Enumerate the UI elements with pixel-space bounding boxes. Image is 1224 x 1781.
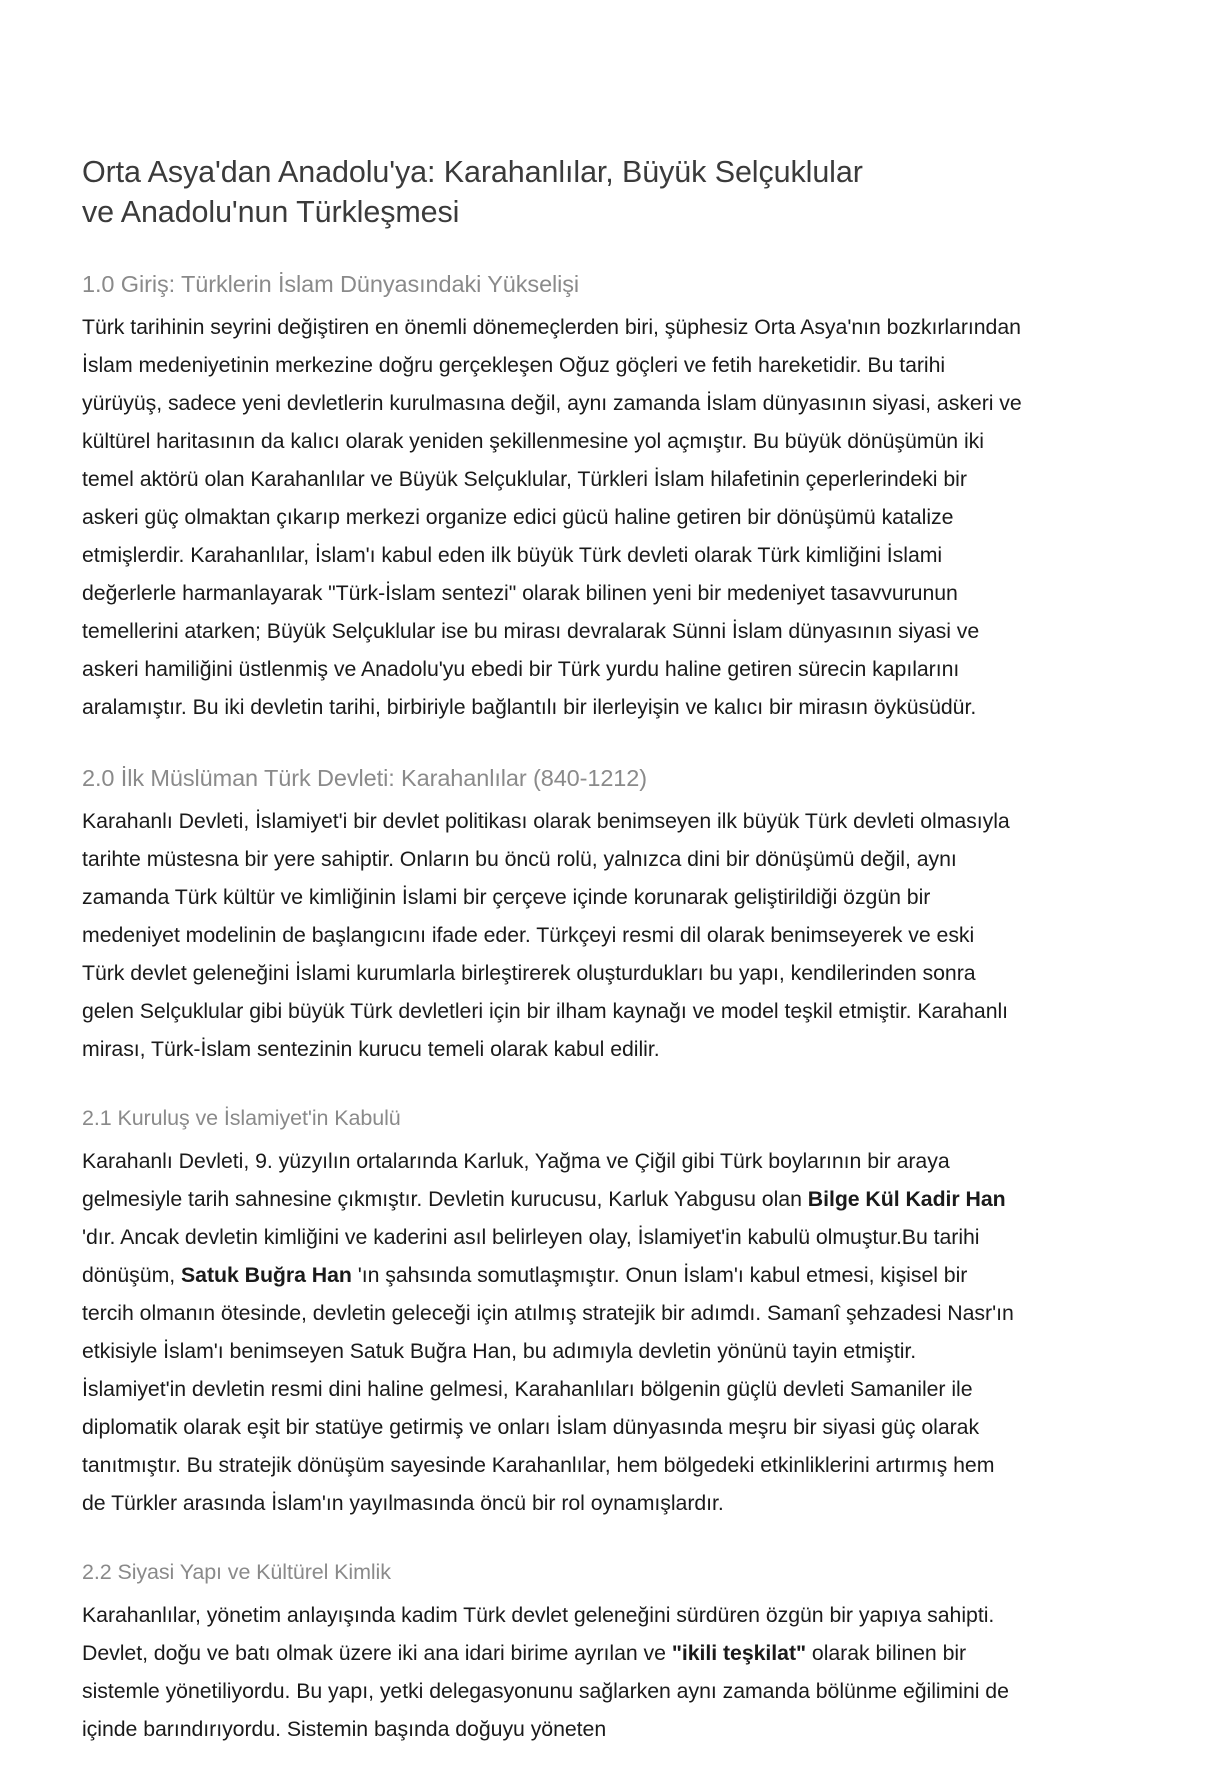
paragraph-run: olarak bilinen bir sistemle yönetiliyordu. Bu yapı, yetki delegasyonunu sağlarken aynı zamanda bölünme eğilimini de içinde barındırıyordu. Sistemin başında doğuyu yöneten — [82, 1641, 1009, 1741]
section-heading-1-0: 1.0 Giriş: Türklerin İslam Dünyasındaki Yükselişi — [82, 271, 580, 297]
paragraph-run: Türk tarihinin seyrini değiştiren en önemli dönemeçlerden biri, şüphesiz Orta Asya'nın bozkırlarından İslam medeniyetinin merkezine doğru gerçekleşen Oğuz göçleri ve fetih hareketidir. Bu tarihi yürüyüş, sadece yeni devletlerin kurulmasına değil, aynı zamanda İslam dünyasının siyasi, askeri ve kültürel haritasının da kalıcı olarak yeniden şekillenmesine yol açmıştır. Bu büyük dönüşümün iki temel aktörü olan Karahanlılar ve Büyük Selçuklular, Türkleri İslam hilafetinin çeperlerindeki bir askeri güç olmaktan çıkarıp merkezi organize edici gücü haline getiren bir dönüşümü katalize etmişlerdir. Karahanlılar, İslam'ı kabul eden ilk büyük Türk devleti olarak Türk kimliğini İslami değerlerle harmanlayarak "Türk-İslam sentezi" olarak bilinen yeni bir medeniyet tasavvurunun temellerini atarken; Büyük Selçuklular ise bu mirası devralarak Sünni İslam dünyasının siyasi ve askeri hamiliğini üstlenmiş ve Anadolu'yu ebedi bir Türk yurdu haline getiren sürecin kapılarını aralamıştır. Bu iki devletin tarihi, birbiriyle bağlantılı bir ilerleyişin ve kalıcı bir mirasın öyküsüdür. — [82, 315, 1022, 719]
page-title: Orta Asya'dan Anadolu'ya: Karahanlılar, Büyük Selçuklular ve Anadolu'nun Türkleşmesi — [82, 155, 863, 229]
paragraph-run: Karahanlılar, yönetim anlayışında kadim Türk devlet geleneğini sürdüren özgün bir yapıya sahipti. Devlet, doğu ve batı olmak üzere iki ana idari birime ayrılan ve — [82, 1603, 995, 1665]
paragraph-run: 'ın şahsında somutlaşmıştır. Onun İslam'ı kabul etmesi, kişisel bir tercih olmanın ötesinde, devletin geleceği için atılmış stratejik bir adımdı. Samanî şehzadesi Nasr'ın etkisiyle İslam'ı benimseyen Satuk Buğra Han, bu adımıyla devletin yönünü tayin etmiştir. İslamiyet'in devletin resmi dini haline gelmesi, Karahanlıları bölgenin güçlü devleti Samaniler ile diplomatik olarak eşit bir statüye getirmiş ve onları İslam dünyasında meşru bir siyasi güç olarak tanıtmıştır. Bu stratejik dönüşüm sayesinde Karahanlılar, hem bölgedeki etkinliklerini artırmış hem de Türkler arasında İslam'ın yayılmasında öncü bir rol oynamışlardır. — [82, 1263, 1014, 1515]
paragraph-run: Karahanlı Devleti, 9. yüzyılın ortalarında Karluk, Yağma ve Çiğil gibi Türk boylarının bir araya gelmesiyle tarih sahnesine çıkmıştır. Devletin kurucusu, Karluk Yabgusu olan — [82, 1149, 950, 1211]
paragraph-run: Karahanlı Devleti, İslamiyet'i bir devlet politikası olarak benimseyen ilk büyük Türk devleti olmasıyla tarihte müstesna bir yere sahiptir. Onların bu öncü rolü, yalnızca dini bir dönüşümü değil, aynı zamanda Türk kültür ve kimliğinin İslami bir çerçeve içinde korunarak geliştirildiği özgün bir medeniyet modelinin de başlangıcını ifade eder. Türkçeyi resmi dil olarak benimseyerek ve eski Türk devlet geleneğini İslami kurumlarla birleştirerek oluşturdukları bu yapı, kendilerinden sonra gelen Selçuklular gibi büyük Türk devletleri için bir ilham kaynağı ve model teşkil etmiştir. Karahanlı mirası, Türk-İslam sentezinin kurucu temeli olarak kabul edilir. — [82, 809, 1010, 1061]
section-heading-2-1: 2.1 Kuruluş ve İslamiyet'in Kabulü — [82, 1106, 401, 1130]
section-paragraph-2-2 — [82, 1596, 1022, 1748]
section-paragraph-1-0 — [82, 308, 1022, 726]
sections-container — [82, 268, 1069, 1748]
section-heading-2-2: 2.2 Siyasi Yapı ve Kültürel Kimlik — [82, 1560, 391, 1584]
emphasis-term: Satuk Buğra Han — [181, 1263, 352, 1287]
paragraph-run: 'dır. Ancak devletin kimliğini ve kaderini asıl belirleyen olay, İslamiyet'in kabulü olmuştur.Bu tarihi dönüşüm, — [82, 1225, 980, 1287]
emphasis-term: Bilge Kül Kadir Han — [807, 1187, 1006, 1211]
section-paragraph-2-1 — [82, 1142, 1022, 1522]
section-paragraph-2-0 — [82, 802, 1022, 1068]
emphasis-term: "ikili teşkilat" — [671, 1641, 807, 1665]
section-heading-2-0: 2.0 İlk Müslüman Türk Devleti: Karahanlılar (840-1212) — [82, 765, 647, 791]
